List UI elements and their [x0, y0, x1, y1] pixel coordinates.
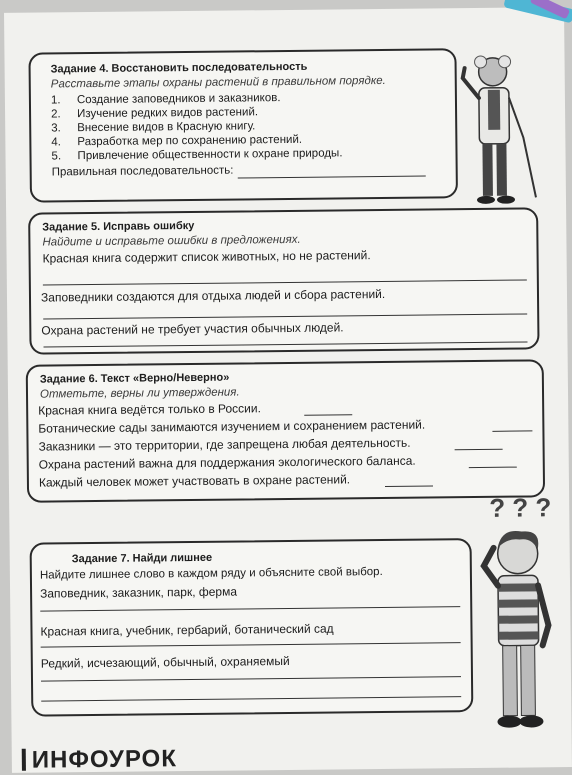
task4-instruction: Расставьте этапы охраны растений в правильном порядке. — [50, 74, 386, 91]
task5-sentence: Красная книга содержит список животных, но не растений. — [42, 248, 371, 266]
task4-item-text: Разработка мер по сохранению растений. — [77, 133, 303, 149]
task4-item-number: 1. — [50, 94, 61, 107]
task7-row: Красная книга, учебник, гербарий, ботанический сад — [40, 621, 334, 639]
task5-card — [28, 207, 539, 354]
task6-instruction: Отметьте, верны ли утверждения. — [39, 386, 240, 401]
task6-answer-blank[interactable] — [385, 485, 433, 487]
scientist-illustration — [444, 47, 546, 218]
task4-item-number: 5. — [51, 150, 62, 163]
task5-answer-line[interactable] — [43, 313, 527, 319]
task6-answer-blank[interactable] — [492, 430, 532, 431]
task4-answer-line[interactable] — [238, 176, 426, 179]
infourok-logo: ИНФОУРОК — [22, 745, 177, 775]
task6-statement: Красная книга ведётся только в России. — [38, 401, 261, 418]
task4-card — [28, 48, 458, 202]
task6-statement: Охрана растений важна для поддержания экологического баланса. — [38, 453, 416, 472]
task5-answer-line[interactable] — [43, 279, 527, 285]
task5-title: Задание 5. Исправь ошибку — [42, 219, 195, 234]
question-marks-decoration: ? ? ? — [489, 492, 552, 523]
task4-item-text: Привлечение общественности к охране природы. — [77, 147, 343, 163]
task5-sentence: Заповедники создаются для отдыха людей и сбора растений. — [40, 286, 386, 305]
task7-answer-line[interactable] — [40, 606, 460, 611]
worksheet-page — [4, 7, 572, 773]
task4-answer-label: Правильная последовательность: — [51, 164, 234, 179]
task7-instruction: Найдите лишнее слово в каждом ряду и объясните свой выбор. — [39, 565, 383, 582]
task5-sentence: Охрана растений не требует участия обычных людей. — [41, 320, 344, 338]
task6-statement: Заказники — это территории, где запрещена любая деятельность. — [38, 435, 411, 454]
task7-answer-line[interactable] — [41, 642, 461, 647]
task6-statement: Ботанические сады занимаются изучением и сохранением растений. — [38, 417, 426, 436]
task4-title: Задание 4. Восстановить последовательность — [50, 60, 308, 76]
task6-answer-blank[interactable] — [469, 467, 517, 469]
task4-item-number: 2. — [51, 108, 61, 121]
task5-answer-line[interactable] — [44, 341, 528, 347]
task4-item-number: 3. — [51, 122, 61, 135]
task7-title: Задание 7. Найди лишнее — [71, 551, 213, 566]
thinking-boy-illustration — [471, 525, 563, 746]
task5-instruction: Найдите и исправьте ошибки в предложениях. — [42, 233, 301, 249]
task4-item-number: 4. — [51, 136, 62, 149]
task4-item-text: Изучение редких видов растений. — [77, 106, 259, 121]
task6-title: Задание 6. Текст «Верно/Неверно» — [39, 371, 230, 386]
task7-row: Заповедник, заказник, парк, ферма — [40, 584, 238, 601]
task6-statement: Каждый человек может участвовать в охране растений. — [38, 472, 351, 490]
task7-answer-line[interactable] — [41, 696, 461, 701]
task7-row: Редкий, исчезающий, обычный, охраняемый — [40, 653, 290, 671]
task7-answer-line[interactable] — [41, 676, 461, 681]
task7-card — [30, 538, 474, 717]
task6-card — [26, 359, 545, 502]
task6-answer-blank[interactable] — [304, 414, 352, 416]
task4-item-text: Внесение видов в Красную книгу. — [77, 120, 256, 135]
task4-item-text: Создание заповедников и заказников. — [76, 92, 281, 107]
task6-answer-blank[interactable] — [455, 449, 503, 451]
